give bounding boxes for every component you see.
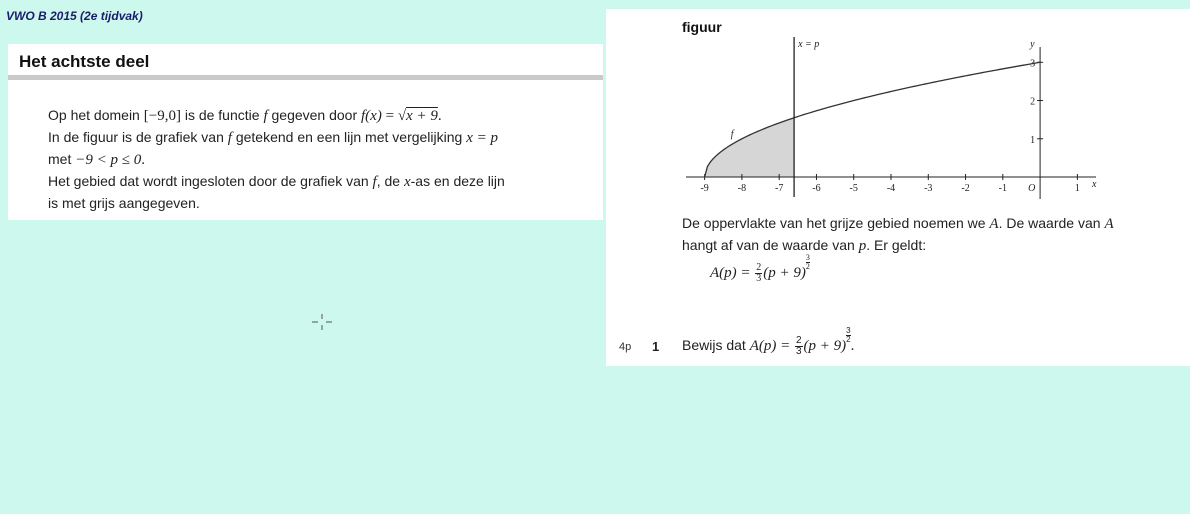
section-divider [8,75,603,80]
intro-text [48,104,598,214]
intro-line-2: In de figuur is de grafiek van f getekend en een lijn met vergelijking x = p [48,129,498,146]
x-tick-label: -6 [812,183,821,194]
y-tick-label: 3 [1030,58,1036,70]
x-tick-label: -4 [886,183,896,194]
x-tick-label: -7 [775,183,784,194]
y-tick-label: 1 [1030,134,1036,146]
x-tick-label: -9 [700,183,709,194]
line-label: x = p [798,39,820,50]
x-tick-label: -1 [998,183,1007,194]
x-tick-label: -5 [849,183,858,194]
figure-label: figuur [682,19,722,35]
question-number: 1 [652,339,660,354]
origin-label: O [1028,183,1036,194]
x-tick-label: -3 [924,183,933,194]
crosshair-cursor-icon [310,312,334,332]
x-tick-label: 1 [1074,183,1080,194]
figure-panel [606,9,1190,366]
curve-label: f [730,128,734,140]
intro-line-1: Op het domein [−9,0] is de functie f gegeven door f(x) = √x + 9. [48,107,442,124]
exam-title: VWO B 2015 (2e tijdvak) [6,9,143,23]
question-points: 4p [619,341,632,353]
y-tick-label: 2 [1030,96,1036,108]
x-axis-label: x [1092,179,1097,190]
intro-panel [8,44,603,220]
function-graph [686,37,1116,212]
question-text: Bewijs dat A(p) = $\frac{2}{3}$ (p + 9) $\frac{3}{2}$ . [682,326,855,357]
intro-line-4: Het gebied dat wordt ingesloten door de grafiek van f, de x-as en deze lijn [48,173,505,190]
area-formula: A(p) = $\frac{2}{3}$ (p + 9) $\frac{3}{2}$ [710,253,810,284]
description-line-2: hangt af van de waarde van p. Er geldt: [682,237,927,254]
x-tick-label: -8 [737,183,747,194]
figure-description [682,213,1114,257]
intro-line-3: met −9 < p ≤ 0. [48,151,145,168]
shaded-region [705,118,794,177]
description-line-1: De oppervlakte van het grijze gebied noemen we A. De waarde van A [682,215,1114,232]
x-tick-label: -2 [961,183,970,194]
intro-line-5: is met grijs aangegeven. [48,195,200,211]
y-axis-label: y [1030,39,1035,50]
section-title: Het achtste deel [19,52,150,71]
